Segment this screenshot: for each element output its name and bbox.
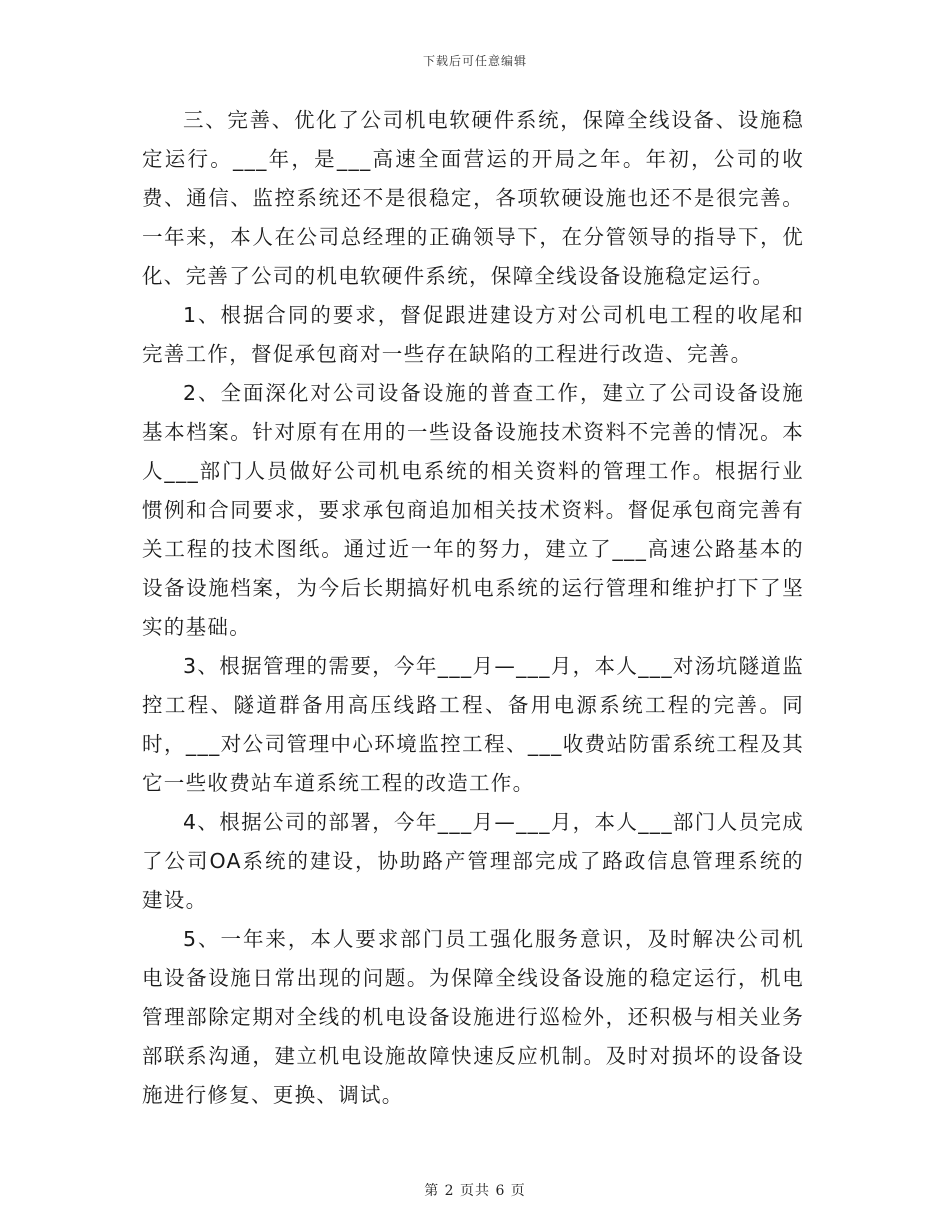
paragraph-item-3: 3、根据管理的需要，今年___月—___月，本人___对汤坑隧道监控工程、隧道群备用高压线路工程、备用电源系统工程的完善。同时，___对公司管理中心环境监控工程、___收费站防雷系统工程及其它一些收费站车道系统工程的改造工作。 [142, 654, 804, 795]
paragraph-item-4: 4、根据公司的部署，今年___月—___月，本人___部门人员完成了公司OA系统的建设，协助路产管理部完成了路政信息管理系统的建设。 [142, 810, 804, 912]
document-body [142, 101, 804, 1115]
paragraph-section-three: 三、完善、优化了公司机电软硬件系统，保障全线设备、设施稳定运行。___年，是___高速全面营运的开局之年。年初，公司的收费、通信、监控系统还不是很稳定，各项软硬设施也还不是很完善。一年来，本人在公司总经理的正确领导下，在分管领导的指导下，优化、完善了公司的机电软硬件系统，保障全线设备设施稳定运行。 [142, 108, 804, 288]
paragraph-item-2: 2、全面深化对公司设备设施的普查工作，建立了公司设备设施基本档案。针对原有在用的一些设备设施技术资料不完善的情况。本人___部门人员做好公司机电系统的相关资料的管理工作。根据行业惯例和合同要求，要求承包商追加相关技术资料。督促承包商完善有关工程的技术图纸。通过近一年的努力，建立了___高速公路基本的设备设施档案，为今后长期搞好机电系统的运行管理和维护打下了坚实的基础。 [142, 381, 804, 639]
paragraph-item-5: 5、一年来，本人要求部门员工强化服务意识，及时解决公司机电设备设施日常出现的问题。为保障全线设备设施的稳定运行，机电管理部除定期对全线的机电设备设施进行巡检外，还积极与相关业务部联系沟通，建立机电设施故障快速反应机制。及时对损坏的设备设施进行修复、更换、调试。 [142, 927, 804, 1107]
page-header: 下载后可任意编辑 [422, 54, 527, 68]
page-number-footer: 第 2 页共 6 页 [424, 1183, 526, 1199]
paragraph-item-1: 1、根据合同的要求，督促跟进建设方对公司机电工程的收尾和完善工作，督促承包商对一些存在缺陷的工程进行改造、完善。 [142, 303, 804, 366]
